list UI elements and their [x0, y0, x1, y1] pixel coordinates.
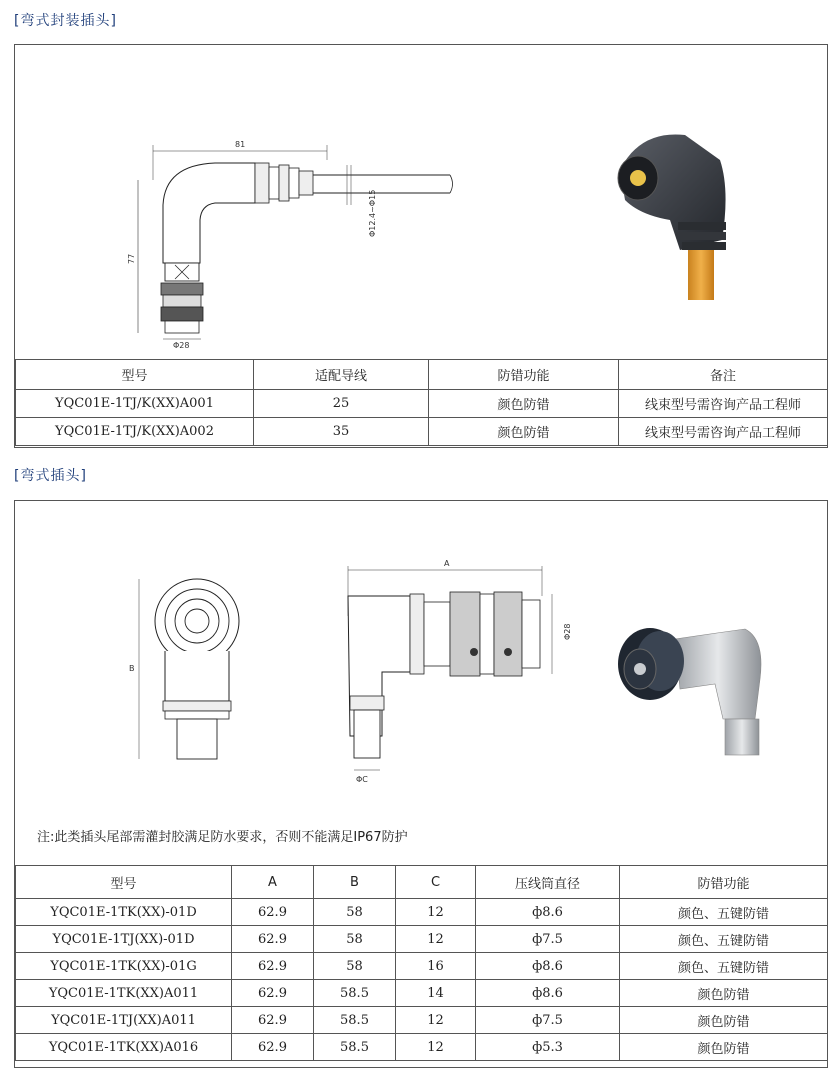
- cell-error-proof: 颜色、五键防错: [620, 926, 828, 953]
- sealed-plug-panel: [14, 44, 828, 448]
- cell-a: 62.9: [232, 899, 314, 926]
- col-header-wire: 适配导线: [254, 360, 429, 390]
- table-row: [16, 1007, 828, 1034]
- cell-b: 58.5: [314, 980, 396, 1007]
- sealed-plug-table: [15, 359, 828, 446]
- dim-c-label: ΦC: [356, 775, 368, 784]
- col-header-a: A: [232, 866, 314, 899]
- right-angle-plug-end-view: [125, 571, 265, 771]
- cell-wire: 35: [254, 418, 429, 446]
- table-row: [16, 390, 828, 418]
- cell-error-proof: 颜色防错: [620, 1034, 828, 1061]
- sealed-plug-drawing: [105, 85, 565, 385]
- cell-model: YQC01E-1TJ/K(XX)A002: [16, 418, 254, 446]
- waterproof-note: 注:此类插头尾部需灌封胶满足防水要求，否则不能满足IP67防护: [37, 830, 408, 845]
- col-header-b: B: [314, 866, 396, 899]
- dim-side-diameter-label: Φ28: [563, 623, 572, 640]
- right-angle-plug-panel: [14, 500, 828, 1068]
- section-title-sealed-right-angle-plug: [弯式封装插头]: [14, 13, 117, 29]
- col-header-crimp-diameter: 压线筒直径: [476, 866, 620, 899]
- cell-model: YQC01E-1TK(XX)-01G: [16, 953, 232, 980]
- right-angle-plug-photo: [605, 609, 775, 759]
- table-row: [16, 899, 828, 926]
- col-header-model: 型号: [16, 866, 232, 899]
- table-row: [16, 1034, 828, 1061]
- right-angle-plug-table: [15, 865, 828, 1061]
- cell-error-proof: 颜色防错: [429, 418, 619, 446]
- sealed-plug-photo: [600, 120, 740, 310]
- dim-length-label: 81: [235, 140, 246, 149]
- cell-c: 14: [396, 980, 476, 1007]
- cell-a: 62.9: [232, 980, 314, 1007]
- cell-error-proof: 颜色、五键防错: [620, 953, 828, 980]
- table-row: [16, 926, 828, 953]
- cell-b: 58.5: [314, 1007, 396, 1034]
- cell-error-proof: 颜色防错: [620, 1007, 828, 1034]
- contact-pin-icon: [630, 170, 646, 186]
- cell-crimp-diameter: ф7.5: [476, 1007, 620, 1034]
- cell-a: 62.9: [232, 1034, 314, 1061]
- right-angle-plug-side-view: [320, 556, 572, 786]
- cell-b: 58: [314, 899, 396, 926]
- cell-model: YQC01E-1TK(XX)-01D: [16, 899, 232, 926]
- cell-c: 12: [396, 926, 476, 953]
- cell-error-proof: 颜色、五键防错: [620, 899, 828, 926]
- dim-cable-range-label: Φ12.4~Φ15: [368, 189, 377, 237]
- cell-b: 58: [314, 953, 396, 980]
- section-title-right-angle-plug: [弯式插头]: [14, 468, 87, 484]
- dim-a-label: A: [444, 559, 450, 568]
- cell-a: 62.9: [232, 926, 314, 953]
- cell-remarks: 线束型号需咨询产品工程师: [619, 418, 828, 446]
- cell-crimp-diameter: ф5.3: [476, 1034, 620, 1061]
- cell-c: 12: [396, 1034, 476, 1061]
- cell-crimp-diameter: ф8.6: [476, 980, 620, 1007]
- cell-model: YQC01E-1TK(XX)A011: [16, 980, 232, 1007]
- cell-remarks: 线束型号需咨询产品工程师: [619, 390, 828, 418]
- cell-crimp-diameter: ф8.6: [476, 953, 620, 980]
- cell-model: YQC01E-1TJ(XX)A011: [16, 1007, 232, 1034]
- cell-error-proof: 颜色防错: [429, 390, 619, 418]
- col-header-remarks: 备注: [619, 360, 828, 390]
- col-header-error-proof: 防错功能: [620, 866, 828, 899]
- col-header-c: C: [396, 866, 476, 899]
- cell-model: YQC01E-1TJ/K(XX)A001: [16, 390, 254, 418]
- dim-b-label: B: [129, 664, 135, 673]
- col-header-model: 型号: [16, 360, 254, 390]
- cell-model: YQC01E-1TK(XX)A016: [16, 1034, 232, 1061]
- dim-diameter-label: Φ28: [173, 341, 190, 350]
- cell-a: 62.9: [232, 953, 314, 980]
- col-header-error-proof: 防错功能: [429, 360, 619, 390]
- cell-c: 12: [396, 1007, 476, 1034]
- table-row: [16, 980, 828, 1007]
- cell-c: 16: [396, 953, 476, 980]
- cell-b: 58: [314, 926, 396, 953]
- table-row: [16, 953, 828, 980]
- cell-b: 58.5: [314, 1034, 396, 1061]
- table-row: [16, 418, 828, 446]
- cell-crimp-diameter: ф8.6: [476, 899, 620, 926]
- cell-crimp-diameter: ф7.5: [476, 926, 620, 953]
- dim-height-label: 77: [127, 253, 136, 264]
- cell-model: YQC01E-1TJ(XX)-01D: [16, 926, 232, 953]
- cell-wire: 25: [254, 390, 429, 418]
- cell-a: 62.9: [232, 1007, 314, 1034]
- cell-c: 12: [396, 899, 476, 926]
- cell-error-proof: 颜色防错: [620, 980, 828, 1007]
